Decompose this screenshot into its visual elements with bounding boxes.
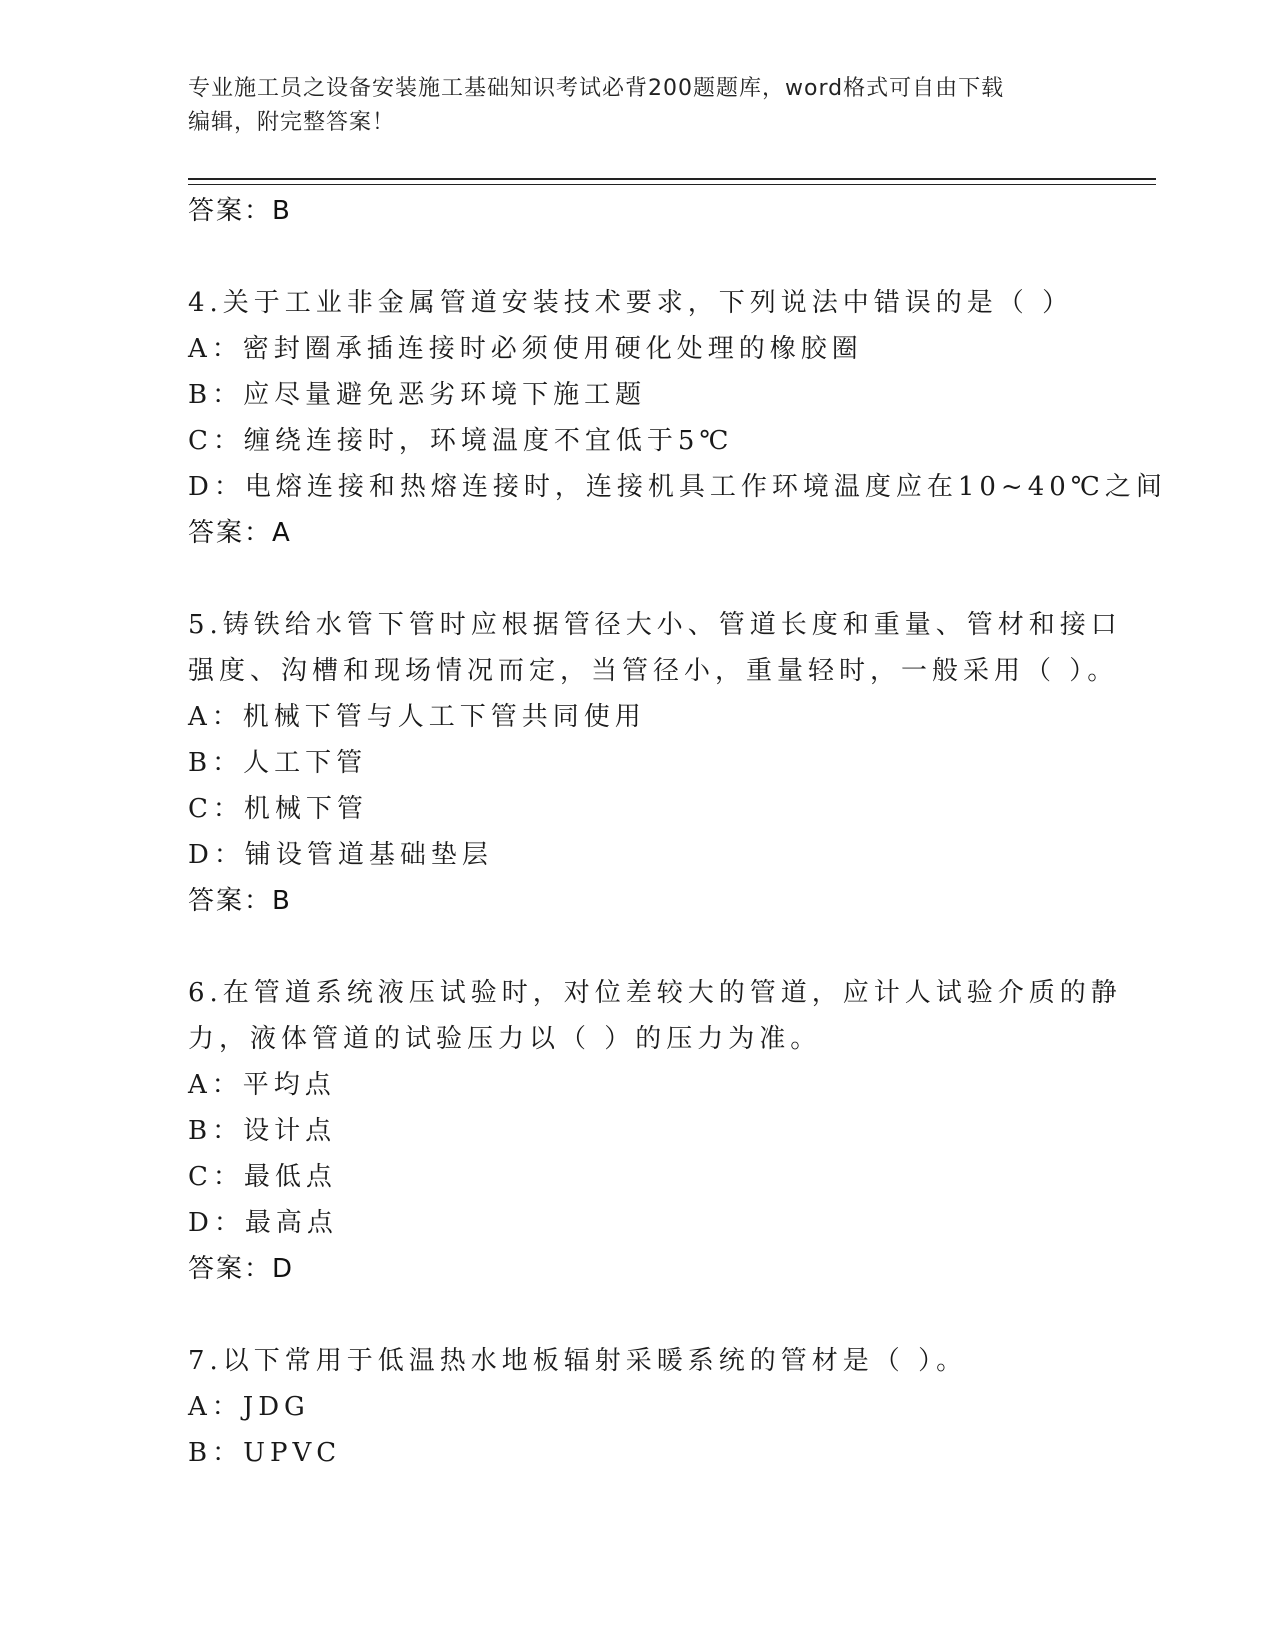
answer-line: 答案：B: [188, 196, 292, 226]
document-header: [188, 72, 1088, 140]
header-line-2: 编辑，附完整答案！: [188, 110, 396, 135]
block-spacer: [188, 234, 1088, 280]
question-text: 4.关于工业非金属管道安装技术要求，下列说法中错误的是（ ）: [188, 288, 1074, 318]
block-spacer: [188, 924, 1088, 970]
question-text-cont: 强度、沟槽和现场情况而定，当管径小，重量轻时，一般采用（ ）。: [188, 656, 1119, 686]
block-spacer: [188, 1292, 1088, 1338]
question-block: [188, 602, 1122, 924]
option-a: A：JDG: [188, 1392, 310, 1422]
header-rule-thin: [188, 184, 1156, 185]
block-spacer: [188, 556, 1088, 602]
header-line-1: 专业施工员之设备安装施工基础知识考试必背200题题库，word格式可自由下载: [188, 76, 1005, 101]
question-block: [188, 970, 1122, 1292]
header-rule-thick: [188, 178, 1156, 180]
option-a: A：机械下管与人工下管共同使用: [188, 702, 646, 732]
question-text: 5.铸铁给水管下管时应根据管径大小、管道长度和重量、管材和接口: [188, 610, 1122, 640]
option-a: A：密封圈承插连接时必须使用硬化处理的橡胶圈: [188, 334, 863, 364]
answer-line: 答案：B: [188, 886, 292, 916]
option-b: B：设计点: [188, 1116, 337, 1146]
question-text-cont: 力，液体管道的试验压力以（ ）的压力为准。: [188, 1024, 822, 1054]
option-d: D：铺设管道基础垫层: [188, 840, 493, 870]
question-block: [188, 188, 1088, 234]
option-d: D：电熔连接和热熔连接时，连接机具工作环境温度应在10~40℃之间: [188, 472, 1167, 502]
question-block: [188, 1338, 1088, 1476]
question-list: [188, 188, 1167, 1476]
answer-line: 答案：A: [188, 518, 292, 548]
option-b: B：应尽量避免恶劣环境下施工题: [188, 380, 647, 410]
option-b: B：人工下管: [188, 748, 368, 778]
option-c: C：最低点: [188, 1162, 337, 1192]
option-c: C：缠绕连接时，环境温度不宜低于5℃: [188, 426, 734, 456]
question-block: [188, 280, 1167, 556]
answer-line: 答案：D: [188, 1254, 295, 1284]
option-b: B：UPVC: [188, 1438, 342, 1468]
option-a: A：平均点: [188, 1070, 336, 1100]
option-d: D：最高点: [188, 1208, 338, 1238]
question-text: 7.以下常用于低温热水地板辐射采暖系统的管材是（ ）。: [188, 1346, 968, 1376]
question-text: 6.在管道系统液压试验时，对位差较大的管道，应计人试验介质的静: [188, 978, 1122, 1008]
option-c: C：机械下管: [188, 794, 368, 824]
